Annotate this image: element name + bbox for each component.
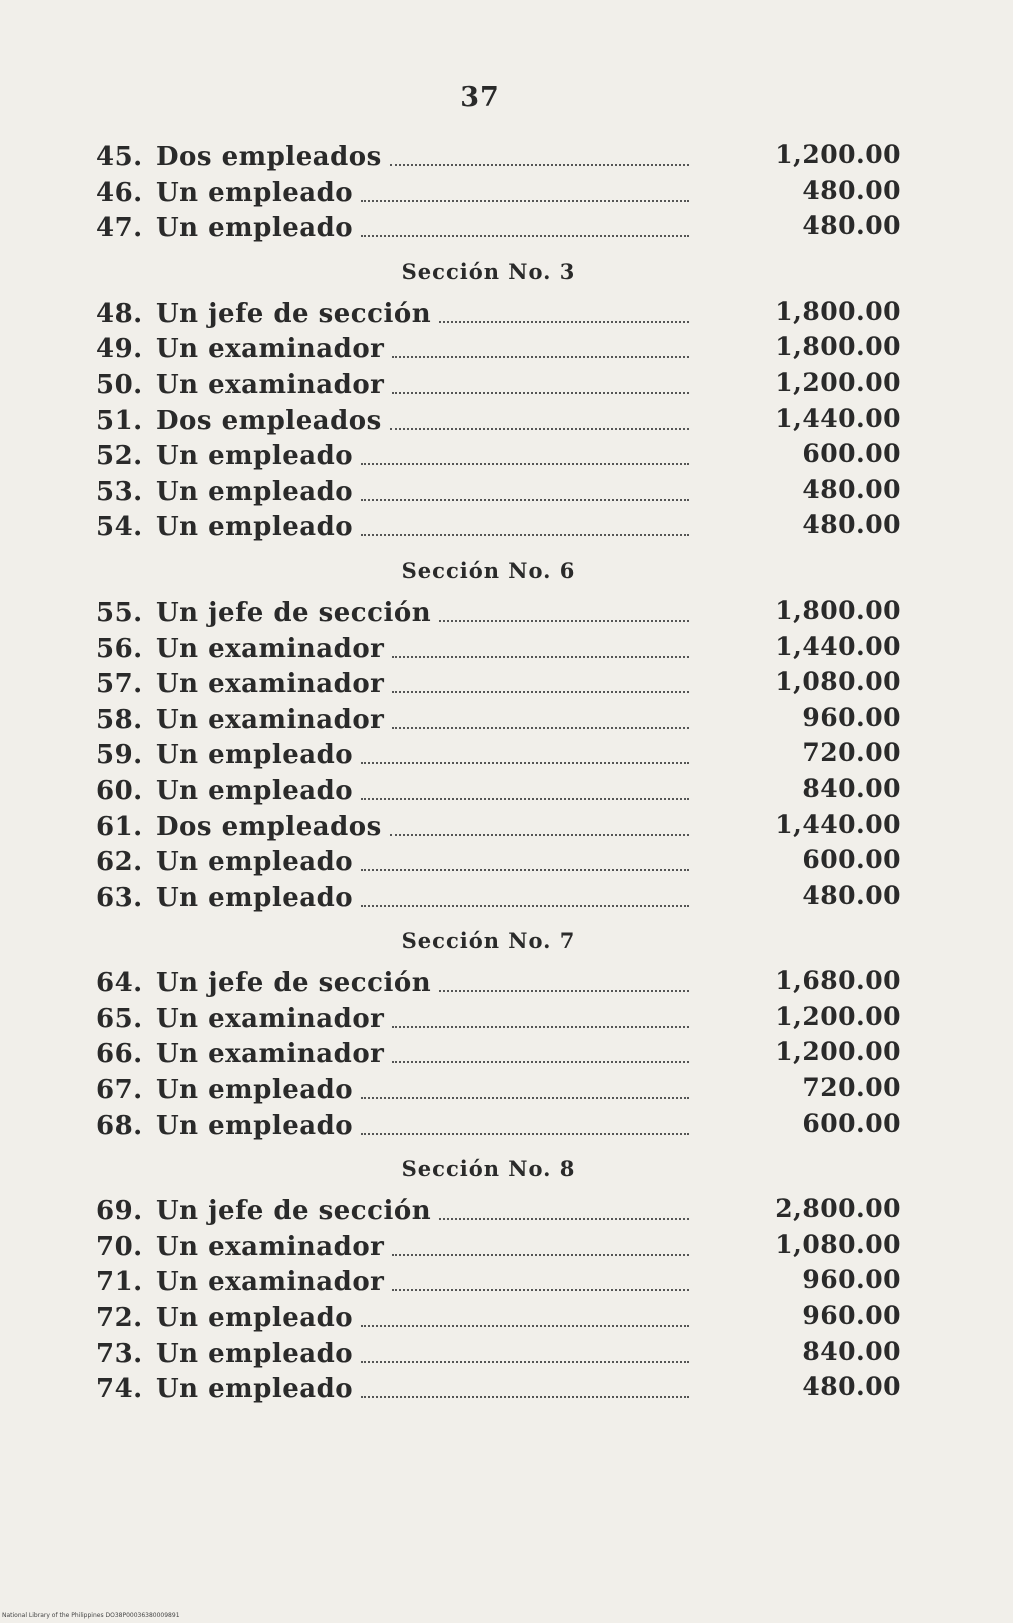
item-amount: 480.00 xyxy=(802,474,901,504)
list-item xyxy=(96,1002,901,1038)
list-item xyxy=(96,966,901,1002)
item-number: 52. xyxy=(96,441,143,472)
list-item xyxy=(96,1073,901,1109)
appropriations-list xyxy=(96,140,901,1408)
item-description: Un examinador xyxy=(156,704,385,735)
item-description: Un empleado xyxy=(156,1374,354,1405)
item-amount: 720.00 xyxy=(802,1073,901,1103)
item-number: 71. xyxy=(96,1267,143,1298)
item-number: 50. xyxy=(96,369,143,400)
item-description: Un examinador xyxy=(156,1267,385,1298)
item-number: 61. xyxy=(96,811,143,842)
item-amount: 1,800.00 xyxy=(775,296,901,326)
section-heading: Sección No. 8 xyxy=(401,1156,576,1182)
item-description: Un jefe de sección xyxy=(156,1196,432,1227)
dot-leader xyxy=(361,200,689,202)
item-number: 72. xyxy=(96,1303,143,1334)
item-description: Un examinador xyxy=(156,1003,385,1034)
list-item xyxy=(96,845,901,881)
archive-footer: National Library of the Philippines DO38P00036380009891 xyxy=(2,1612,180,1619)
item-description: Un examinador xyxy=(156,669,385,700)
item-amount: 480.00 xyxy=(802,175,901,205)
dot-leader xyxy=(361,1133,689,1135)
section-heading: Sección No. 3 xyxy=(401,258,576,284)
list-item xyxy=(96,596,901,632)
dot-leader xyxy=(361,1361,689,1363)
section-heading: Sección No. 6 xyxy=(401,557,576,583)
item-number: 53. xyxy=(96,476,143,507)
item-description: Un empleado xyxy=(156,476,354,507)
list-item xyxy=(96,738,901,774)
dot-leader xyxy=(392,691,689,693)
item-description: Un empleado xyxy=(156,775,354,806)
item-description: Un empleado xyxy=(156,441,354,472)
item-number: 65. xyxy=(96,1003,143,1034)
dot-leader xyxy=(361,798,689,800)
item-number: 57. xyxy=(96,669,143,700)
list-item xyxy=(96,510,901,546)
dot-leader xyxy=(392,392,689,394)
list-item xyxy=(96,881,901,917)
dot-leader xyxy=(392,1254,689,1256)
item-amount: 1,800.00 xyxy=(775,595,901,625)
dot-leader xyxy=(392,1026,689,1028)
item-number: 66. xyxy=(96,1039,143,1070)
item-amount: 1,200.00 xyxy=(775,1001,901,1031)
list-item xyxy=(96,774,901,810)
dot-leader xyxy=(392,1289,689,1291)
item-amount: 1,200.00 xyxy=(775,367,901,397)
item-amount: 600.00 xyxy=(802,439,901,469)
item-number: 55. xyxy=(96,597,143,628)
list-item xyxy=(96,475,901,511)
item-description: Un examinador xyxy=(156,369,385,400)
item-number: 45. xyxy=(96,142,143,172)
dot-leader xyxy=(439,990,689,992)
item-number: 60. xyxy=(96,775,143,806)
dot-leader xyxy=(361,762,689,764)
item-number: 48. xyxy=(96,298,143,329)
item-description: Un empleado xyxy=(156,177,354,208)
item-number: 47. xyxy=(96,213,143,244)
item-amount: 1,680.00 xyxy=(775,966,901,996)
item-number: 51. xyxy=(96,405,143,436)
item-number: 46. xyxy=(96,177,143,208)
item-amount: 960.00 xyxy=(802,702,901,732)
item-description: Un examinador xyxy=(156,1039,385,1070)
list-item xyxy=(96,1265,901,1301)
dot-leader xyxy=(390,164,689,166)
dot-leader xyxy=(361,869,689,871)
list-item xyxy=(96,1194,901,1230)
item-number: 62. xyxy=(96,847,143,878)
item-number: 69. xyxy=(96,1196,143,1227)
item-number: 63. xyxy=(96,882,143,913)
item-description: Un jefe de sección xyxy=(156,298,432,329)
item-description: Dos empleados xyxy=(156,405,382,436)
item-amount: 960.00 xyxy=(802,1265,901,1295)
item-amount: 600.00 xyxy=(802,845,901,875)
item-description: Un empleado xyxy=(156,1075,354,1106)
item-amount: 2,800.00 xyxy=(775,1194,901,1224)
dot-leader xyxy=(361,499,689,501)
dot-leader xyxy=(361,534,689,536)
list-item xyxy=(96,297,901,333)
dot-leader xyxy=(390,428,689,430)
list-item xyxy=(96,439,901,475)
item-description: Un empleado xyxy=(156,512,354,543)
dot-leader xyxy=(361,905,689,907)
page-number: 37 xyxy=(460,82,500,113)
dot-leader xyxy=(392,356,689,358)
item-amount: 1,440.00 xyxy=(775,631,901,661)
item-amount: 480.00 xyxy=(802,211,901,241)
dot-leader xyxy=(392,656,689,658)
list-item xyxy=(96,368,901,404)
item-amount: 1,080.00 xyxy=(775,667,901,697)
list-item xyxy=(96,810,901,846)
item-description: Un empleado xyxy=(156,740,354,771)
item-description: Dos empleados xyxy=(156,811,382,842)
list-item xyxy=(96,703,901,739)
list-item xyxy=(96,211,901,247)
item-amount: 1,440.00 xyxy=(775,403,901,433)
list-item xyxy=(96,1230,901,1266)
item-description: Dos empleados xyxy=(156,142,382,172)
dot-leader xyxy=(361,1396,689,1398)
item-number: 58. xyxy=(96,704,143,735)
dot-leader xyxy=(390,834,689,836)
item-number: 70. xyxy=(96,1231,143,1262)
list-item xyxy=(96,667,901,703)
item-number: 73. xyxy=(96,1338,143,1369)
dot-leader xyxy=(392,1061,689,1063)
item-number: 67. xyxy=(96,1075,143,1106)
item-description: Un empleado xyxy=(156,847,354,878)
item-description: Un jefe de sección xyxy=(156,597,432,628)
dot-leader xyxy=(361,235,689,237)
item-description: Un empleado xyxy=(156,1303,354,1334)
dot-leader xyxy=(361,1097,689,1099)
item-number: 59. xyxy=(96,740,143,771)
item-amount: 720.00 xyxy=(802,738,901,768)
list-item xyxy=(96,404,901,440)
list-item xyxy=(96,140,901,176)
item-amount: 480.00 xyxy=(802,1372,901,1402)
dot-leader xyxy=(439,321,689,323)
item-description: Un examinador xyxy=(156,334,385,365)
item-description: Un examinador xyxy=(156,633,385,664)
section-heading: Sección No. 7 xyxy=(401,928,576,954)
list-item xyxy=(96,1372,901,1408)
dot-leader xyxy=(439,620,689,622)
dot-leader xyxy=(439,1218,689,1220)
list-item xyxy=(96,1037,901,1073)
item-amount: 1,800.00 xyxy=(775,332,901,362)
list-item xyxy=(96,1337,901,1373)
item-amount: 840.00 xyxy=(802,1336,901,1366)
item-amount: 960.00 xyxy=(802,1301,901,1331)
item-amount: 1,200.00 xyxy=(775,1037,901,1067)
dot-leader xyxy=(392,727,689,729)
list-item xyxy=(96,632,901,668)
item-number: 49. xyxy=(96,334,143,365)
item-description: Un jefe de sección xyxy=(156,968,432,999)
item-number: 74. xyxy=(96,1374,143,1405)
list-item xyxy=(96,176,901,212)
list-item xyxy=(96,332,901,368)
item-amount: 600.00 xyxy=(802,1108,901,1138)
item-number: 64. xyxy=(96,968,143,999)
list-item xyxy=(96,1109,901,1145)
item-number: 54. xyxy=(96,512,143,543)
item-description: Un empleado xyxy=(156,213,354,244)
item-amount: 1,080.00 xyxy=(775,1229,901,1259)
item-description: Un empleado xyxy=(156,1110,354,1141)
item-amount: 480.00 xyxy=(802,880,901,910)
item-amount: 1,440.00 xyxy=(775,809,901,839)
item-description: Un empleado xyxy=(156,882,354,913)
list-item xyxy=(96,1301,901,1337)
item-description: Un examinador xyxy=(156,1231,385,1262)
item-amount: 480.00 xyxy=(802,510,901,540)
item-amount: 1,200.00 xyxy=(775,140,901,169)
item-number: 68. xyxy=(96,1110,143,1141)
item-description: Un empleado xyxy=(156,1338,354,1369)
dot-leader xyxy=(361,463,689,465)
dot-leader xyxy=(361,1325,689,1327)
item-number: 56. xyxy=(96,633,143,664)
item-amount: 840.00 xyxy=(802,773,901,803)
